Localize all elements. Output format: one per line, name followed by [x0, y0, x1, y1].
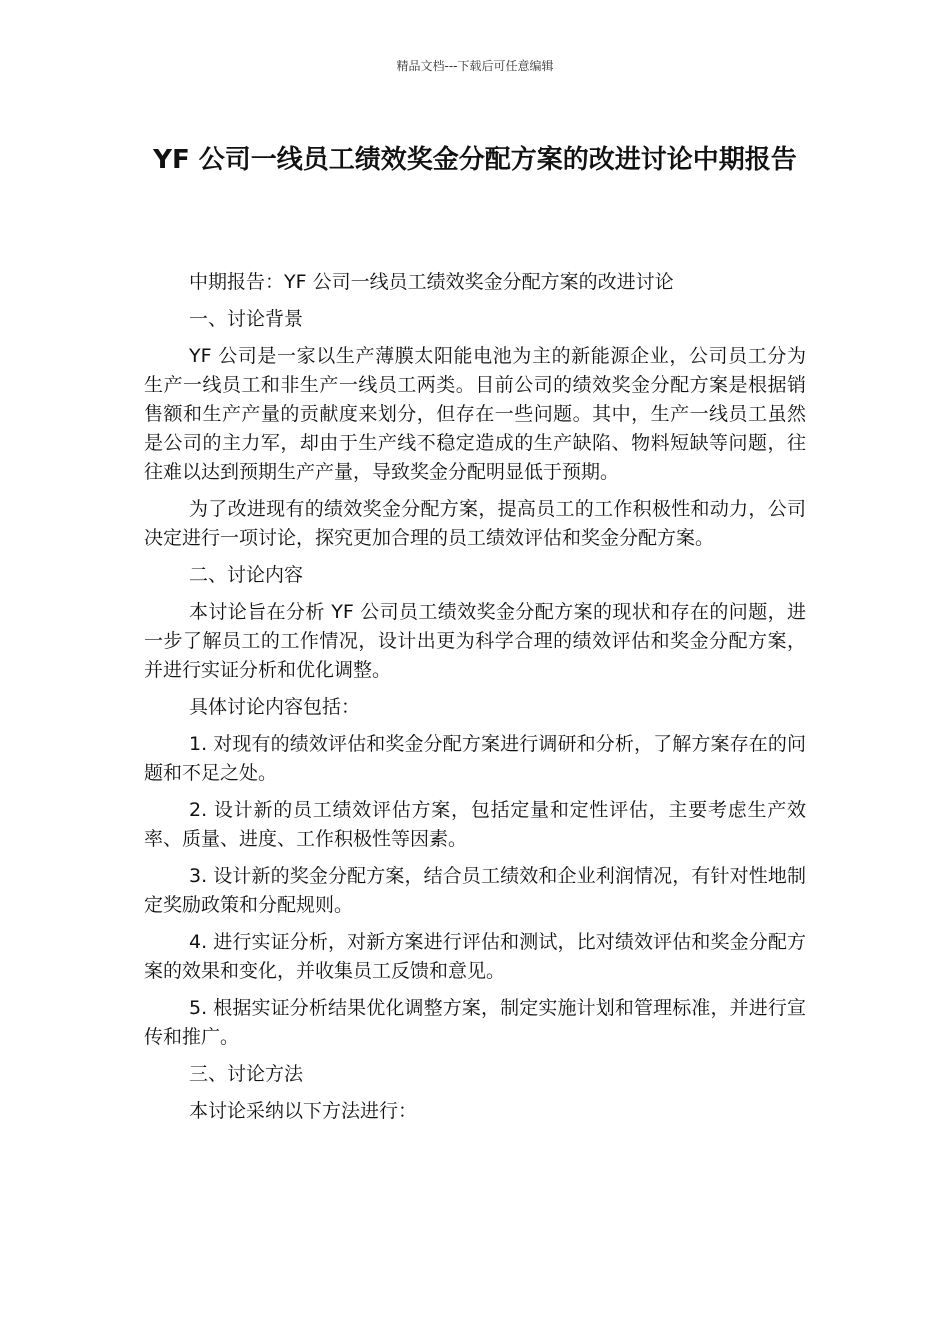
- section-heading-content: 二、讨论内容: [189, 564, 304, 586]
- list-item: 2. 设计新的员工绩效评估方案，包括定量和定性评估，主要考虑生产效率、质量、进度、工作积极性等因素。: [144, 799, 806, 850]
- document-body: [144, 268, 806, 1134]
- list-item: 5. 根据实证分析结果优化调整方案，制定实施计划和管理标准，并进行宣传和推广。: [144, 997, 806, 1048]
- paragraph: 为了改进现有的绩效奖金分配方案，提高员工的工作积极性和动力，公司决定进行一项讨论，探究更加合理的员工绩效评估和奖金分配方案。: [144, 498, 806, 549]
- section-heading-background: 一、讨论背景: [189, 308, 304, 330]
- paragraph: YF 公司是一家以生产薄膜太阳能电池为主的新能源企业，公司员工分为生产一线员工和非生产一线员工两类。目前公司的绩效奖金分配方案是根据销售额和生产产量的贡献度来划分，但存在一些问题。其中，生产一线员工虽然是公司的主力军，却由于生产线不稳定造成的生产缺陷、物料短缺等问题，往往难以达到预期生产产量，导致奖金分配明显低于预期。: [144, 345, 806, 483]
- paragraph: 具体讨论内容包括：: [189, 696, 361, 718]
- section-heading-method: 三、讨论方法: [189, 1063, 304, 1085]
- list-item: 3. 设计新的奖金分配方案，结合员工绩效和企业利润情况，有针对性地制定奖励政策和分配规则。: [144, 865, 806, 916]
- paragraph: 本讨论旨在分析 YF 公司员工绩效奖金分配方案的现状和存在的问题，进一步了解员工的工作情况，设计出更为科学合理的绩效评估和奖金分配方案，并进行实证分析和优化调整。: [144, 601, 806, 681]
- list-item: 1. 对现有的绩效评估和奖金分配方案进行调研和分析，了解方案存在的问题和不足之处。: [144, 733, 806, 784]
- page-header-note: 精品文档---下载后可任意编辑: [396, 59, 554, 73]
- list-item: 4. 进行实证分析，对新方案进行评估和测试，比对绩效评估和奖金分配方案的效果和变化，并收集员工反馈和意见。: [144, 931, 806, 982]
- report-subtitle: 中期报告：YF 公司一线员工绩效奖金分配方案的改进讨论: [189, 271, 674, 293]
- paragraph: 本讨论采纳以下方法进行：: [189, 1100, 418, 1122]
- document-title: YF 公司一线员工绩效奖金分配方案的改进讨论中期报告: [153, 145, 797, 175]
